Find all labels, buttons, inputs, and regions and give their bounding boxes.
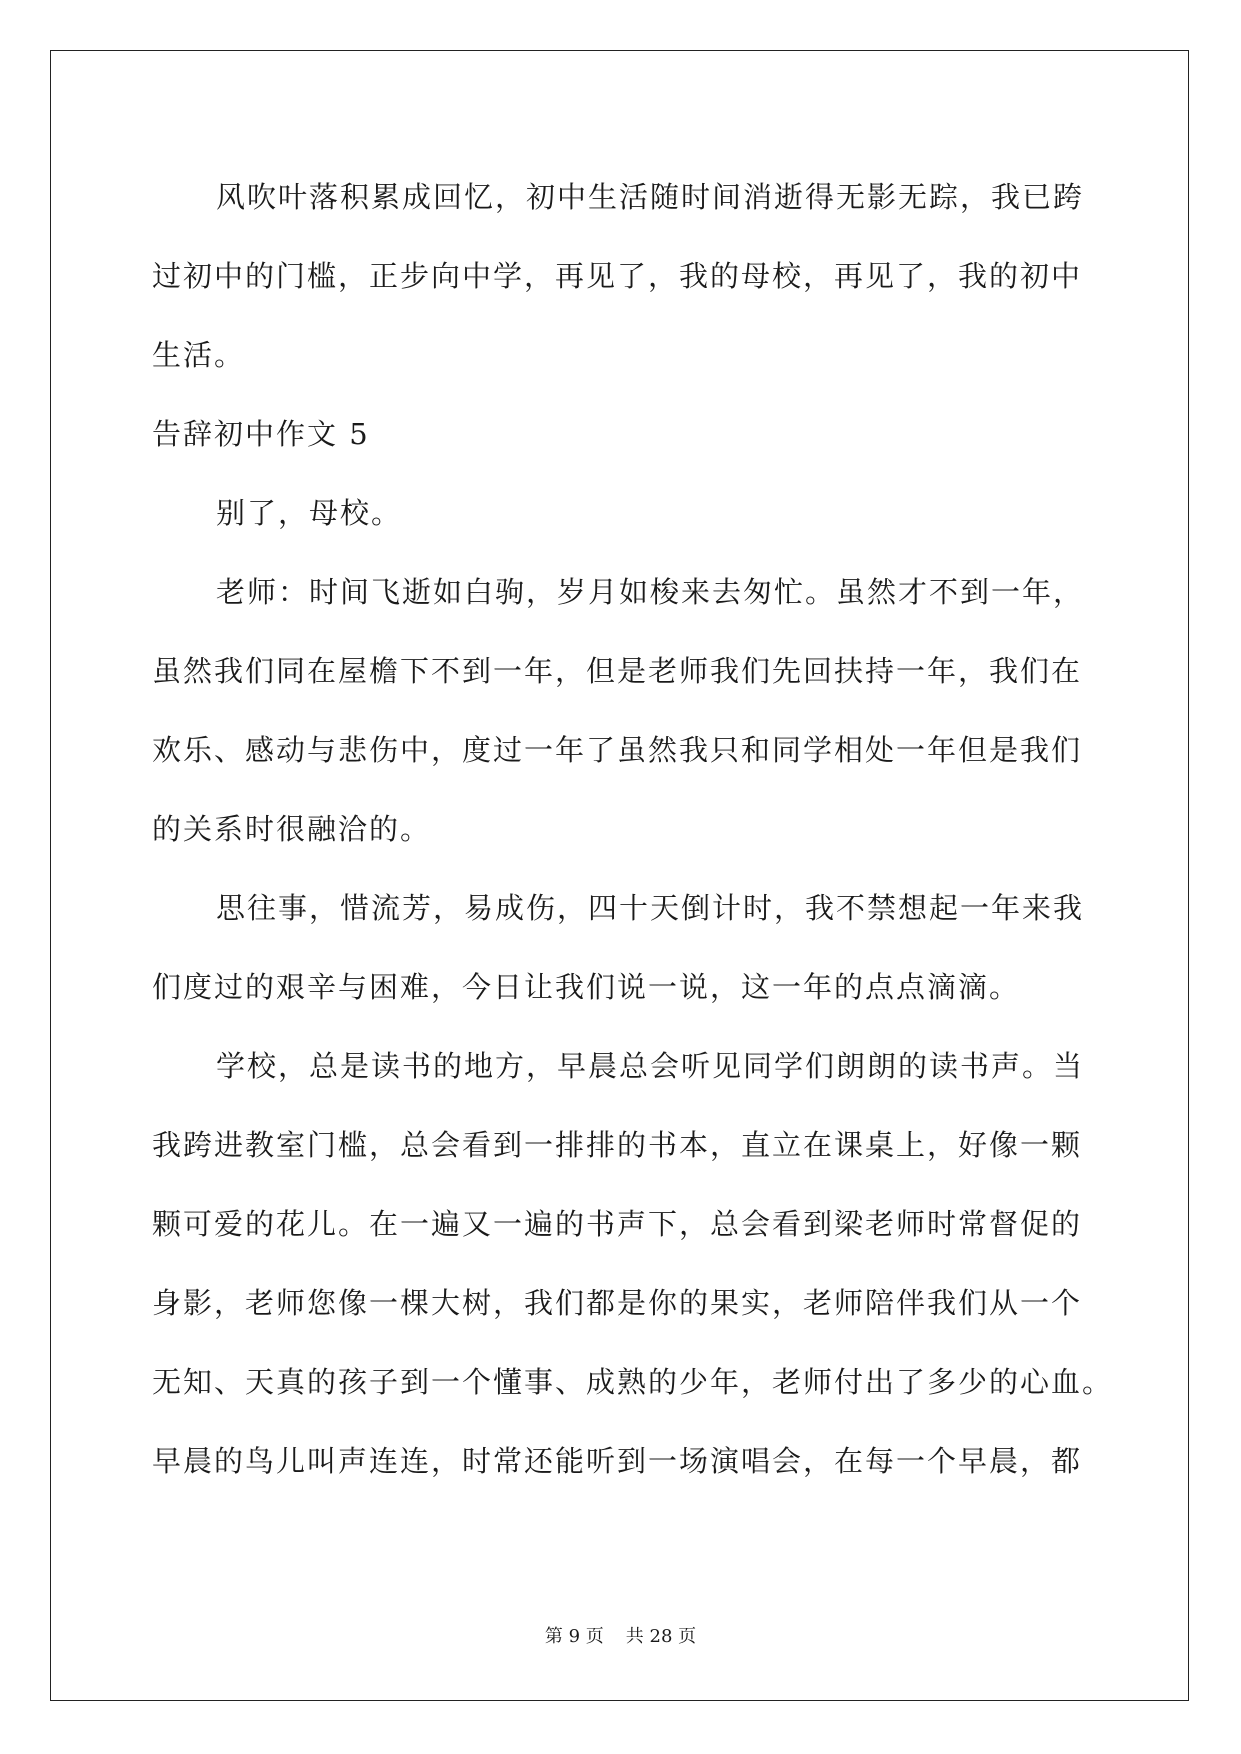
section-heading: 告辞初中作文 5	[152, 417, 370, 451]
text-line: 欢乐、感动与悲伤中，度过一年了虽然我只和同学相处一年但是我们	[152, 733, 1083, 767]
text-line: 学校，总是读书的地方，早晨总会听见同学们朗朗的读书声。当	[216, 1049, 1085, 1083]
text-line: 风吹叶落积累成回忆，初中生活随时间消逝得无影无踪，我已跨	[216, 180, 1085, 214]
text-line: 生活。	[152, 338, 246, 372]
total-pages: 共 28 页	[625, 1626, 697, 1647]
page-number: 第 9 页	[544, 1626, 604, 1647]
text-line: 过初中的门槛，正步向中学，再见了，我的母校，再见了，我的初中	[152, 259, 1083, 293]
text-line: 早晨的鸟儿叫声连连，时常还能听到一场演唱会，在每一个早晨，都	[152, 1444, 1083, 1478]
text-line: 虽然我们同在屋檐下不到一年，但是老师我们先回扶持一年，我们在	[152, 654, 1083, 688]
page-footer	[0, 1625, 1241, 1649]
text-line: 无知、天真的孩子到一个懂事、成熟的少年，老师付出了多少的心血。	[152, 1365, 1114, 1399]
text-line: 颗可爱的花儿。在一遍又一遍的书声下，总会看到梁老师时常督促的	[152, 1207, 1083, 1241]
text-line: 思往事，惜流芳，易成伤，四十天倒计时，我不禁想起一年来我	[216, 891, 1085, 925]
text-line: 别了，母校。	[216, 496, 403, 530]
text-line: 们度过的艰辛与困难，今日让我们说一说，这一年的点点滴滴。	[152, 970, 1021, 1004]
text-line: 的关系时很融洽的。	[152, 812, 432, 846]
text-line: 身影，老师您像一棵大树，我们都是你的果实，老师陪伴我们从一个	[152, 1286, 1083, 1320]
text-line: 我跨进教室门槛，总会看到一排排的书本，直立在课桌上，好像一颗	[152, 1128, 1083, 1162]
text-line: 老师：时间飞逝如白驹，岁月如梭来去匆忙。虽然才不到一年，	[216, 575, 1085, 609]
document-body	[152, 158, 1114, 1501]
